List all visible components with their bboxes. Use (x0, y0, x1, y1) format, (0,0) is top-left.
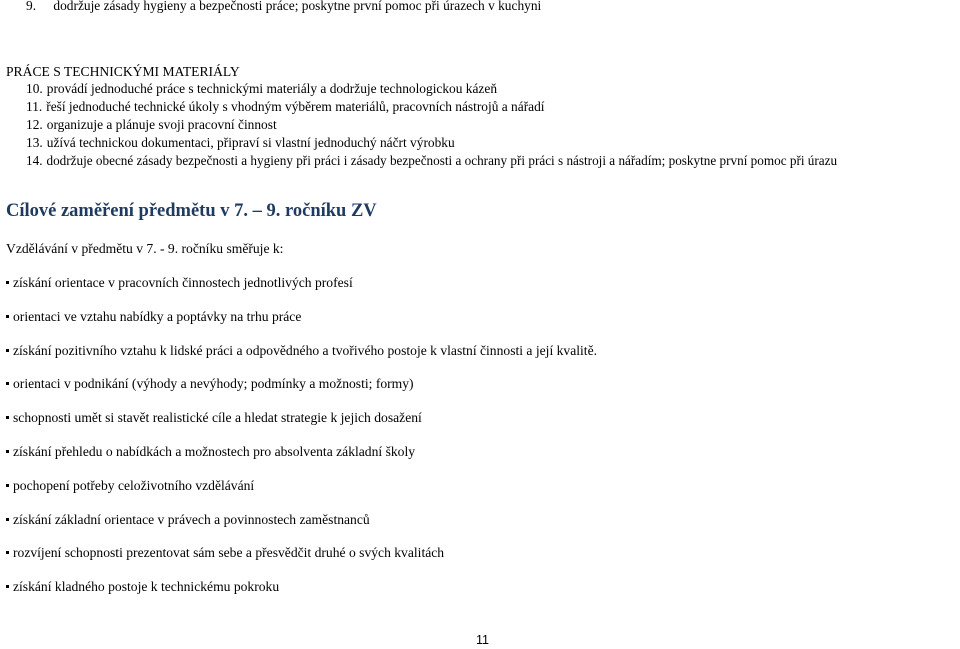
list-item-9 (26, 0, 541, 14)
item-number: 14. (26, 153, 43, 168)
bullet-icon (6, 281, 9, 284)
bullet-text: získání pozitivního vztahu k lidské práci a odpovědného a tvořivého postoje k vlastní činnosti a její kvalitě. (13, 343, 598, 358)
bullet-text: rozvíjení schopnosti prezentovat sám sebe a přesvědčit druhé o svých kvalitách (13, 545, 445, 560)
section-title: PRÁCE S TECHNICKÝMI MATERIÁLY (6, 64, 240, 79)
bullet-text: orientaci v podnikání (výhody a nevýhody; podmínky a možnosti; formy) (13, 376, 414, 391)
bullet-icon (6, 382, 9, 385)
bullet-text: získání orientace v pracovních činnostech jednotlivých profesí (13, 275, 353, 290)
bullet-item (6, 545, 444, 561)
item-number: 11. (26, 99, 43, 114)
bullet-item (6, 343, 597, 359)
bullet-text: schopnosti umět si stavět realistické cíle a hledat strategie k jejich dosažení (13, 410, 422, 425)
bullet-item (6, 410, 422, 426)
item-text: užívá technickou dokumentaci, připraví si vlastní jednoduchý náčrt výrobku (46, 135, 455, 150)
item-number: 10. (26, 81, 43, 96)
bullet-item (6, 309, 301, 325)
bullet-icon (6, 484, 9, 487)
section-subheading: Vzdělávání v předmětu v 7. - 9. ročníku směřuje k: (6, 241, 284, 256)
bullet-item (6, 444, 415, 460)
item-text: dodržuje obecné zásady bezpečnosti a hygieny při práci i zásady bezpečnosti a ochrany při práci s nástroji a nářadím; poskytne první pomoc při úrazu (46, 153, 838, 168)
bullet-item (6, 579, 279, 595)
item-text: provádí jednoduché práce s technickými materiály a dodržuje technologickou kázeň (46, 81, 498, 96)
bullet-text: získání základní orientace v právech a povinnostech zaměstnanců (13, 512, 370, 527)
section-heading: Cílové zaměření předmětu v 7. – 9. ročníku ZV (6, 201, 377, 221)
bullet-text: orientaci ve vztahu nabídky a poptávky na trhu práce (13, 309, 302, 324)
item-number: 9. (26, 0, 37, 13)
item-number: 12. (26, 117, 43, 132)
bullet-text: pochopení potřeby celoživotního vzdělávání (13, 478, 255, 493)
list-item-14 (26, 153, 837, 169)
bullet-icon (6, 315, 9, 318)
bullet-item (6, 512, 370, 528)
list-item-13 (26, 135, 455, 151)
bullet-icon (6, 349, 9, 352)
bullet-icon (6, 551, 9, 554)
bullet-item (6, 478, 254, 494)
bullet-item (6, 275, 353, 291)
bullet-item (6, 376, 414, 392)
bullet-text: získání kladného postoje k technickému pokroku (13, 579, 280, 594)
item-number: 13. (26, 135, 43, 150)
bullet-icon (6, 450, 9, 453)
item-text: organizuje a plánuje svoji pracovní činnost (46, 117, 277, 132)
item-text: řeší jednoduché technické úkoly s vhodným výběrem materiálů, pracovních nástrojů a nářadí (46, 99, 545, 114)
item-text: dodržuje zásady hygieny a bezpečnosti práce; poskytne první pomoc při úrazech v kuchyni (53, 0, 542, 13)
bullet-icon (6, 585, 9, 588)
list-item-11 (26, 99, 545, 115)
bullet-icon (6, 518, 9, 521)
list-item-10 (26, 81, 497, 97)
bullet-icon (6, 416, 9, 419)
page-number: 11 (476, 633, 489, 647)
list-item-12 (26, 117, 277, 133)
bullet-text: získání přehledu o nabídkách a možnostech pro absolventa základní školy (13, 444, 416, 459)
